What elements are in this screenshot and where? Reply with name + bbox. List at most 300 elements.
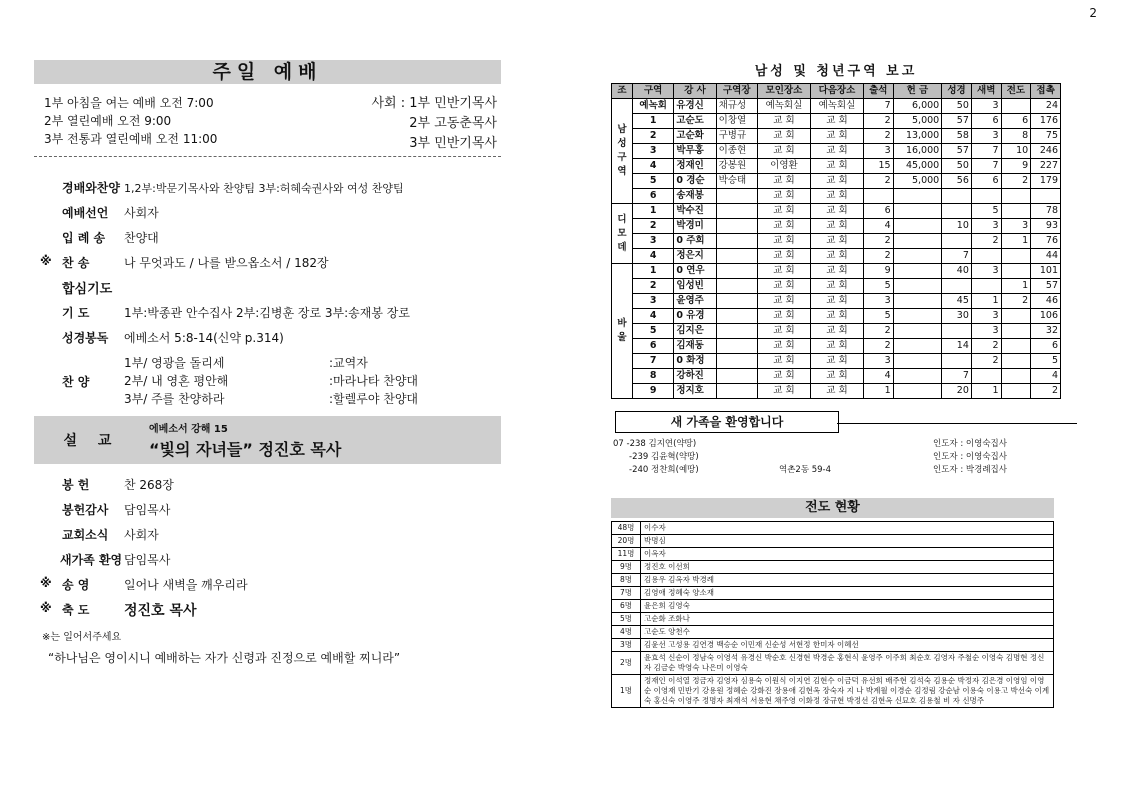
table-cell: 0 경순 xyxy=(674,174,716,189)
table-cell: 9 xyxy=(633,384,674,399)
table-cell xyxy=(971,369,1001,384)
table-cell: 2 xyxy=(971,234,1001,249)
table-cell: 강봉원 xyxy=(716,159,757,174)
table-cell: 76 xyxy=(1031,234,1061,249)
table-cell: 교 회 xyxy=(757,309,810,324)
table-cell xyxy=(1001,204,1031,219)
table-cell: 2 xyxy=(863,324,893,339)
table-row xyxy=(612,587,1054,600)
table-cell: 5 xyxy=(633,174,674,189)
table-row xyxy=(612,144,1061,159)
table-cell: 이영환 xyxy=(757,159,810,174)
table-cell: 4 xyxy=(1031,369,1061,384)
table-row xyxy=(612,639,1054,652)
table-cell: 45 xyxy=(942,294,972,309)
table-cell: 15 xyxy=(863,159,893,174)
table-cell xyxy=(716,354,757,369)
table-row xyxy=(612,234,1061,249)
evangelism-names: 고순화 조화나 xyxy=(641,613,1054,626)
table-cell: 5 xyxy=(1031,354,1061,369)
table-cell xyxy=(893,339,942,354)
evangelism-names: 김윤선 고성용 김연경 백승순 이민재 신순성 서현정 한미자 이혜선 xyxy=(641,639,1054,652)
report-title: 남성 및 청년구역 보고 xyxy=(754,64,918,79)
table-cell: 24 xyxy=(1031,99,1061,114)
column-header: 헌 금 xyxy=(893,84,942,99)
table-cell: 46 xyxy=(1031,294,1061,309)
order-row: 교회소식 사회자 xyxy=(62,528,159,542)
table-cell: 2 xyxy=(1001,174,1031,189)
table-cell: 1 xyxy=(971,294,1001,309)
table-cell: 3 xyxy=(971,219,1001,234)
table-cell: 4 xyxy=(863,219,893,234)
table-cell: 정재인 xyxy=(674,159,716,174)
table-cell: 3 xyxy=(633,234,674,249)
table-cell: 5 xyxy=(971,204,1001,219)
table-cell: 4 xyxy=(633,159,674,174)
table-cell: 1 xyxy=(1001,234,1031,249)
column-header: 접촉 xyxy=(1031,84,1061,99)
table-cell: 2 xyxy=(1001,294,1031,309)
table-cell: 교 회 xyxy=(757,384,810,399)
sermon-label: 설 교 xyxy=(63,433,120,449)
table-row xyxy=(612,561,1054,574)
table-cell: 7 xyxy=(971,159,1001,174)
table-cell: 교 회 xyxy=(757,189,810,204)
table-cell: 채규성 xyxy=(716,99,757,114)
table-cell xyxy=(893,219,942,234)
table-cell: 유경신 xyxy=(674,99,716,114)
evangelism-count: 8명 xyxy=(612,574,641,587)
table-cell xyxy=(863,189,893,204)
table-cell: 246 xyxy=(1031,144,1061,159)
service-2-role: 2부 고동춘목사 xyxy=(409,116,497,131)
table-cell: 교 회 xyxy=(757,369,810,384)
table-cell: 교 회 xyxy=(757,219,810,234)
table-cell: 교 회 xyxy=(757,294,810,309)
table-cell: 1 xyxy=(633,204,674,219)
evangelism-count: 4명 xyxy=(612,626,641,639)
table-cell: 7 xyxy=(863,99,893,114)
report-column xyxy=(611,60,1061,708)
table-cell: 예녹회실 xyxy=(810,99,863,114)
table-cell xyxy=(716,339,757,354)
table-cell xyxy=(893,369,942,384)
table-cell: 8 xyxy=(633,369,674,384)
table-cell: 2 xyxy=(1031,384,1061,399)
table-cell: 2 xyxy=(863,249,893,264)
table-cell xyxy=(1001,189,1031,204)
table-cell: 16,000 xyxy=(893,144,942,159)
sermon-title: “빛의 자녀들” 정진호 목사 xyxy=(149,440,342,459)
service-3-role: 3부 민반기목사 xyxy=(409,136,497,151)
list-item: -239 김윤혁(약땅) 인도자 : 이영숙집사 xyxy=(629,452,1007,462)
table-cell xyxy=(942,324,972,339)
report-table xyxy=(611,83,1061,399)
order-row: 기 도 1부:박종관 안수집사 2부:김병훈 장로 3부:송재봉 장로 xyxy=(62,306,410,320)
table-cell: 5 xyxy=(863,309,893,324)
table-cell: 2 xyxy=(863,339,893,354)
table-cell xyxy=(1001,309,1031,324)
table-cell: 6 xyxy=(1031,339,1061,354)
table-cell: 구병규 xyxy=(716,129,757,144)
table-cell xyxy=(971,189,1001,204)
table-row xyxy=(612,294,1061,309)
table-cell: 교 회 xyxy=(757,234,810,249)
table-cell: 교 회 xyxy=(757,249,810,264)
table-cell: 78 xyxy=(1031,204,1061,219)
column-header: 강 사 xyxy=(674,84,716,99)
table-cell: 고순화 xyxy=(674,129,716,144)
table-cell: 5,000 xyxy=(893,114,942,129)
table-row xyxy=(612,574,1054,587)
table-cell: 송재봉 xyxy=(674,189,716,204)
table-cell: 박경미 xyxy=(674,219,716,234)
table-cell: 58 xyxy=(942,129,972,144)
table-cell: 6 xyxy=(863,204,893,219)
praise-label: 찬 양 xyxy=(62,374,90,389)
table-cell: 1 xyxy=(633,264,674,279)
table-cell: 교 회 xyxy=(810,339,863,354)
table-row xyxy=(612,535,1054,548)
table-cell: 예녹회 xyxy=(633,99,674,114)
table-cell: 3 xyxy=(863,144,893,159)
table-cell: 교 회 xyxy=(757,264,810,279)
table-cell: 교 회 xyxy=(810,204,863,219)
table-cell: 1 xyxy=(1001,279,1031,294)
new-family-title: 새 가족을 환영합니다 xyxy=(615,411,839,433)
table-cell xyxy=(1001,384,1031,399)
table-cell xyxy=(716,324,757,339)
table-cell: 교 회 xyxy=(757,114,810,129)
table-cell: 9 xyxy=(863,264,893,279)
table-cell: 179 xyxy=(1031,174,1061,189)
order-of-worship xyxy=(34,175,501,410)
table-row xyxy=(612,279,1061,294)
group-label: 바 울 xyxy=(612,264,633,399)
praise-row xyxy=(34,352,501,410)
table-cell: 교 회 xyxy=(810,189,863,204)
table-cell: 1 xyxy=(633,114,674,129)
column-header: 전도 xyxy=(1001,84,1031,99)
table-cell xyxy=(716,279,757,294)
table-cell xyxy=(716,204,757,219)
service-2: 2부 열린예배 오전 9:00 xyxy=(44,114,172,128)
table-cell: 이종현 xyxy=(716,144,757,159)
table-cell xyxy=(893,264,942,279)
table-row xyxy=(612,339,1061,354)
table-row xyxy=(612,613,1054,626)
table-cell: 0 유경 xyxy=(674,309,716,324)
table-cell: 6 xyxy=(971,174,1001,189)
table-cell: 57 xyxy=(942,144,972,159)
table-cell: 56 xyxy=(942,174,972,189)
table-cell: 교 회 xyxy=(757,129,810,144)
table-cell: 7 xyxy=(942,369,972,384)
table-cell: 3 xyxy=(971,129,1001,144)
table-cell: 2 xyxy=(633,219,674,234)
table-cell: 50 xyxy=(942,159,972,174)
table-cell: 2 xyxy=(863,114,893,129)
table-cell: 3 xyxy=(971,99,1001,114)
evangelism-count: 48명 xyxy=(612,522,641,535)
column-header: 구역 xyxy=(633,84,674,99)
evangelism-names: 이수자 xyxy=(641,522,1054,535)
table-cell xyxy=(716,384,757,399)
table-row xyxy=(612,384,1061,399)
evangelism-names: 이옥자 xyxy=(641,548,1054,561)
table-cell: 44 xyxy=(1031,249,1061,264)
table-cell: 8 xyxy=(1001,129,1031,144)
table-cell xyxy=(942,234,972,249)
new-family-list xyxy=(611,437,1061,476)
table-cell: 교 회 xyxy=(810,174,863,189)
table-cell: 10 xyxy=(1001,144,1031,159)
table-cell xyxy=(893,354,942,369)
table-row xyxy=(612,249,1061,264)
table-cell: 50 xyxy=(942,99,972,114)
table-cell: 40 xyxy=(942,264,972,279)
order-row: ※ 송 영 일어나 새벽을 깨우리라 xyxy=(40,576,248,592)
table-cell: 106 xyxy=(1031,309,1061,324)
table-cell: 박수진 xyxy=(674,204,716,219)
table-cell: 101 xyxy=(1031,264,1061,279)
table-cell: 교 회 xyxy=(810,309,863,324)
table-cell: 9 xyxy=(1001,159,1031,174)
evangelism-count: 3명 xyxy=(612,639,641,652)
table-cell xyxy=(716,294,757,309)
table-cell xyxy=(893,204,942,219)
evangelism-count: 7명 xyxy=(612,587,641,600)
table-cell xyxy=(1001,354,1031,369)
table-cell: 10 xyxy=(942,219,972,234)
table-cell: 김지은 xyxy=(674,324,716,339)
table-cell xyxy=(971,279,1001,294)
table-cell: 13,000 xyxy=(893,129,942,144)
table-cell xyxy=(716,309,757,324)
evangelism-names: 윤은희 김영숙 xyxy=(641,600,1054,613)
table-cell: 7 xyxy=(633,354,674,369)
table-cell: 32 xyxy=(1031,324,1061,339)
table-cell: 57 xyxy=(942,114,972,129)
table-cell: 5 xyxy=(863,279,893,294)
table-cell: 임성빈 xyxy=(674,279,716,294)
table-row xyxy=(612,522,1054,535)
column-header: 출석 xyxy=(863,84,893,99)
evangelism-count: 5명 xyxy=(612,613,641,626)
standing-note: ※는 일어서주세요 xyxy=(42,632,122,643)
evangelism-count: 20명 xyxy=(612,535,641,548)
service-times xyxy=(34,92,501,152)
table-cell: 박무홍 xyxy=(674,144,716,159)
table-cell: 93 xyxy=(1031,219,1061,234)
order-row: 경배와찬양 1,2부:박문기목사와 찬양팀 3부:허혜숙권사와 여성 찬양팀 xyxy=(62,181,404,195)
table-cell xyxy=(942,354,972,369)
table-cell xyxy=(893,294,942,309)
table-cell xyxy=(893,189,942,204)
table-cell: 7 xyxy=(942,249,972,264)
table-cell: 3 xyxy=(1001,219,1031,234)
group-label: 남 성 구 역 xyxy=(612,99,633,204)
table-cell xyxy=(716,189,757,204)
table-cell: 교 회 xyxy=(810,234,863,249)
service-3: 3부 전통과 열린예배 오전 11:00 xyxy=(44,132,218,146)
table-cell: 교 회 xyxy=(810,114,863,129)
table-cell: 75 xyxy=(1031,129,1061,144)
table-cell xyxy=(942,204,972,219)
table-cell: 3 xyxy=(971,264,1001,279)
table-cell: 교 회 xyxy=(810,294,863,309)
table-row xyxy=(612,354,1061,369)
evangelism-names: 김용우 김옥자 박경례 xyxy=(641,574,1054,587)
table-cell xyxy=(1001,324,1031,339)
table-cell: 14 xyxy=(942,339,972,354)
table-cell xyxy=(893,249,942,264)
table-row xyxy=(612,652,1054,675)
table-row xyxy=(612,626,1054,639)
table-cell xyxy=(971,249,1001,264)
column-header: 구역장 xyxy=(716,84,757,99)
table-cell: 6,000 xyxy=(893,99,942,114)
sermon-bar xyxy=(34,416,501,464)
column-header: 성경 xyxy=(942,84,972,99)
page-number: 2 xyxy=(1089,6,1097,20)
table-cell: 0 주희 xyxy=(674,234,716,249)
praise-list: 1부/ 영광을 돌리세 :교역자 2부/ 내 영혼 평안해 :마라나타 찬양대 3부/ 주를 찬양하라 :할렐루야 찬양대 xyxy=(124,356,419,406)
table-cell: 교 회 xyxy=(757,354,810,369)
table-row xyxy=(612,309,1061,324)
table-cell: 45,000 xyxy=(893,159,942,174)
table-cell: 5 xyxy=(633,324,674,339)
table-cell: 교 회 xyxy=(810,144,863,159)
table-cell: 30 xyxy=(942,309,972,324)
table-cell xyxy=(942,279,972,294)
table-cell: 3 xyxy=(863,354,893,369)
table-cell: 0 연우 xyxy=(674,264,716,279)
table-cell: 2 xyxy=(863,234,893,249)
table-cell: 6 xyxy=(633,189,674,204)
table-cell: 6 xyxy=(633,339,674,354)
table-row xyxy=(612,324,1061,339)
table-cell: 5,000 xyxy=(893,174,942,189)
table-cell: 2 xyxy=(863,129,893,144)
table-cell: 6 xyxy=(971,114,1001,129)
table-cell: 교 회 xyxy=(757,279,810,294)
table-row xyxy=(612,219,1061,234)
evangelism-names: 김영애 정혜숙 양소재 xyxy=(641,587,1054,600)
table-cell: 57 xyxy=(1031,279,1061,294)
order-row: 봉헌감사 담임목사 xyxy=(62,503,171,517)
table-cell xyxy=(1031,189,1061,204)
table-cell: 정지호 xyxy=(674,384,716,399)
table-cell: 교 회 xyxy=(810,249,863,264)
divider xyxy=(34,156,501,157)
table-cell xyxy=(942,189,972,204)
sermon-series: 에베소서 강해 15 xyxy=(149,424,228,435)
table-cell: 2 xyxy=(971,354,1001,369)
evangelism-count: 11명 xyxy=(612,548,641,561)
table-cell xyxy=(893,384,942,399)
table-cell: 교 회 xyxy=(810,369,863,384)
evangelism-title: 전도 현황 xyxy=(611,498,1054,518)
table-cell: 정은지 xyxy=(674,249,716,264)
table-row xyxy=(612,99,1061,114)
evangelism-count: 1명 xyxy=(612,675,641,708)
worship-column xyxy=(34,60,501,666)
table-cell: 1 xyxy=(863,384,893,399)
table-cell: 3 xyxy=(971,324,1001,339)
order-of-worship-2 xyxy=(34,472,501,622)
table-cell: 교 회 xyxy=(757,174,810,189)
table-cell: 교 회 xyxy=(810,354,863,369)
table-cell: 박승태 xyxy=(716,174,757,189)
table-row xyxy=(612,159,1061,174)
column-header: 새벽 xyxy=(971,84,1001,99)
table-cell: 2 xyxy=(633,129,674,144)
order-row: 입 례 송 찬양대 xyxy=(62,231,159,245)
table-cell xyxy=(716,369,757,384)
evangelism-names: 정진호 이선희 xyxy=(641,561,1054,574)
evangelism-count: 2명 xyxy=(612,652,641,675)
service-1-role: 사회 : 1부 민반기목사 xyxy=(371,96,497,111)
table-cell: 고순도 xyxy=(674,114,716,129)
table-cell: 3 xyxy=(971,309,1001,324)
list-item: 07 -238 김지연(약땅) 인도자 : 이영숙집사 xyxy=(613,439,1007,449)
table-cell: 김재동 xyxy=(674,339,716,354)
table-cell: 교 회 xyxy=(810,159,863,174)
column-header: 다음장소 xyxy=(810,84,863,99)
table-cell xyxy=(1001,264,1031,279)
table-cell: 3 xyxy=(863,294,893,309)
evangelism-names: 정재인 이석열 정금자 김영자 심용숙 이원식 이지연 김현수 이금덕 유선희 배주현 김석숙 김용순 박정자 김은경 이영임 이영순 이영재 민반기 강용원 정혜순 강화진 장용애 김현옥 장숙자 지 나 박계월 이경순 김정림 강순남 이용숙 이용고 박선숙 이계숙 홍신숙 이영주 정명자 최재석 서용현 채주영 이화정 장규현 박정선 김현옥 신묘호 김용철 비 자 신명주 xyxy=(641,675,1054,708)
table-row xyxy=(612,369,1061,384)
table-row xyxy=(612,174,1061,189)
scripture-verse: “하나님은 영이시니 예배하는 자가 신령과 진정으로 예배할 찌니라” xyxy=(48,651,401,665)
table-cell: 교 회 xyxy=(757,204,810,219)
table-cell: 2 xyxy=(971,339,1001,354)
table-row xyxy=(612,129,1061,144)
table-cell: 4 xyxy=(633,249,674,264)
table-cell: 2 xyxy=(863,174,893,189)
column-header: 모인장소 xyxy=(757,84,810,99)
table-cell: 강하진 xyxy=(674,369,716,384)
table-cell: 윤영주 xyxy=(674,294,716,309)
table-cell: 예녹회실 xyxy=(757,99,810,114)
table-cell: 3 xyxy=(633,144,674,159)
column-header: 조 xyxy=(612,84,633,99)
table-row xyxy=(612,548,1054,561)
table-cell: 4 xyxy=(633,309,674,324)
table-cell: 176 xyxy=(1031,114,1061,129)
order-row: 예배선언 사회자 xyxy=(62,206,159,220)
evangelism-table xyxy=(611,521,1054,708)
table-cell xyxy=(893,324,942,339)
order-row: 봉 헌 찬 268장 xyxy=(62,478,174,492)
order-row: ※ 축 도 정진호 목사 xyxy=(40,601,197,619)
group-label: 디 모 데 xyxy=(612,204,633,264)
table-cell: 교 회 xyxy=(810,264,863,279)
table-row xyxy=(612,600,1054,613)
table-cell xyxy=(893,234,942,249)
table-cell: 교 회 xyxy=(810,129,863,144)
table-cell: 교 회 xyxy=(757,324,810,339)
table-cell xyxy=(1001,249,1031,264)
new-family-header xyxy=(611,411,1061,431)
table-cell: 227 xyxy=(1031,159,1061,174)
worship-title: 주일 예배 xyxy=(34,60,501,84)
table-cell: 4 xyxy=(863,369,893,384)
table-row xyxy=(612,189,1061,204)
table-cell xyxy=(1001,369,1031,384)
